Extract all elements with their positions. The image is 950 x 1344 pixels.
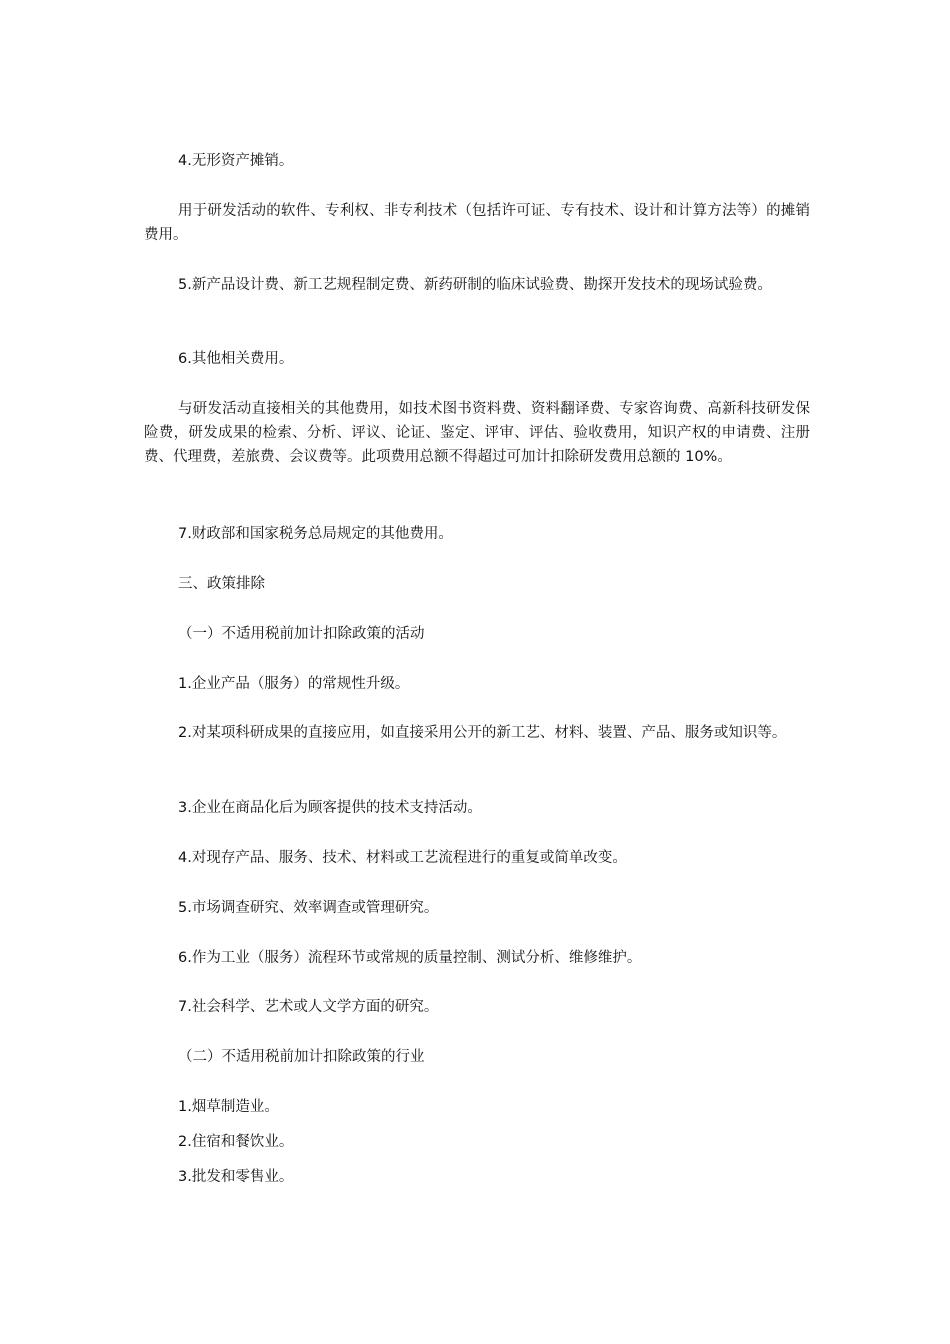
paragraph-item-6-heading: 6.其他相关费用。 bbox=[178, 351, 294, 367]
list-item-activity-1: 1.企业产品（服务）的常规性升级。 bbox=[178, 676, 410, 692]
subsection-heading-industries: （二）不适用税前加计扣除政策的行业 bbox=[178, 1049, 425, 1065]
paragraph-item-5: 5.新产品设计费、新工艺规程制定费、新药研制的临床试验费、勘探开发技术的现场试验费。 bbox=[178, 277, 772, 293]
list-item-industry-2: 2.住宿和餐饮业。 bbox=[178, 1134, 294, 1150]
paragraph-item-7: 7.财政部和国家税务总局规定的其他费用。 bbox=[178, 526, 453, 542]
paragraph-other-costs-desc: 与研发活动直接相关的其他费用，如技术图书资料费、资料翻译费、专家咨询费、高新科技研发保险费，研发成果的检索、分析、评议、论证、鉴定、评审、评估、验收费用，知识产权的申请费、注册费、代理费，差旅费、会议费等。此项费用总额不得超过可加计扣除研发费用总额的 10%。 bbox=[144, 401, 810, 465]
list-item-industry-3: 3.批发和零售业。 bbox=[178, 1169, 294, 1185]
list-item-activity-2: 2.对某项科研成果的直接应用，如直接采用公开的新工艺、材料、装置、产品、服务或知识等。 bbox=[178, 725, 787, 741]
list-item-activity-3: 3.企业在商品化后为顾客提供的技术支持活动。 bbox=[178, 800, 482, 816]
subsection-heading-activities: （一）不适用税前加计扣除政策的活动 bbox=[178, 626, 425, 642]
list-item-industry-1: 1.烟草制造业。 bbox=[178, 1099, 279, 1115]
list-item-activity-4: 4.对现存产品、服务、技术、材料或工艺流程进行的重复或简单改变。 bbox=[178, 850, 627, 866]
paragraph-item-4-heading: 4.无形资产摊销。 bbox=[178, 153, 294, 169]
list-item-activity-6: 6.作为工业（服务）流程环节或常规的质量控制、测试分析、维修维护。 bbox=[178, 950, 642, 966]
list-item-activity-5: 5.市场调查研究、效率调查或管理研究。 bbox=[178, 900, 439, 916]
paragraph-amortization-desc: 用于研发活动的软件、专利权、非专利技术（包括许可证、专有技术、设计和计算方法等）的摊销费用。 bbox=[144, 203, 810, 243]
section-heading-policy-exclusion: 三、政策排除 bbox=[178, 576, 265, 592]
list-item-activity-7: 7.社会科学、艺术或人文学方面的研究。 bbox=[178, 999, 439, 1015]
